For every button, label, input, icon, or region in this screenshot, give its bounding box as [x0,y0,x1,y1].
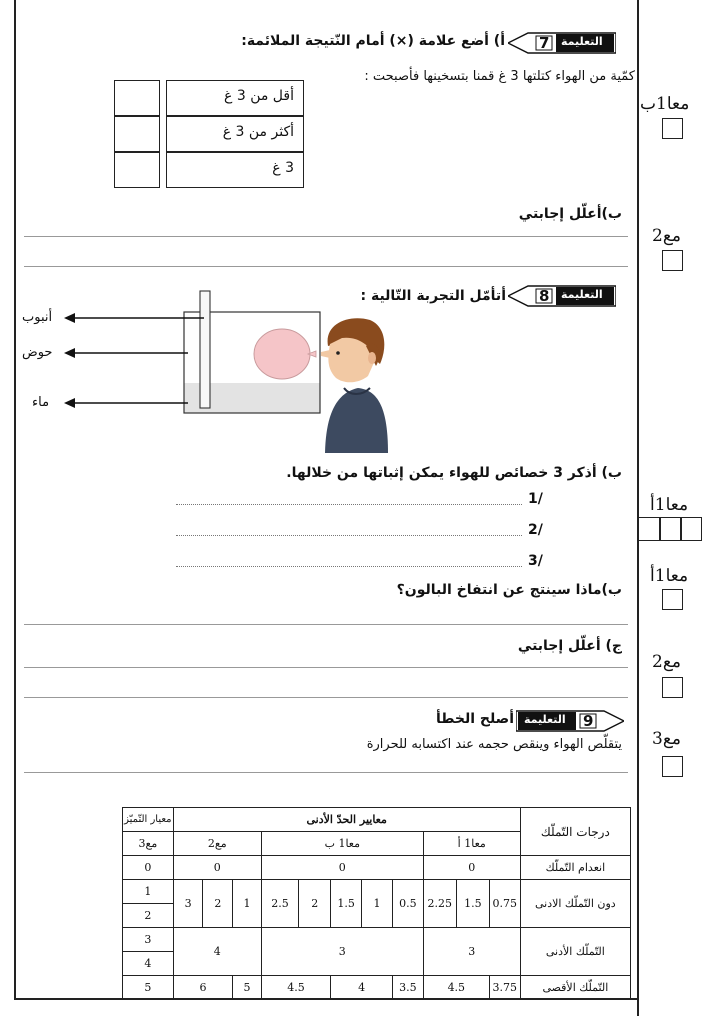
score-cell: 2 [203,880,233,928]
task-9-tag [516,710,624,732]
task-8-tag-word: التعليمة [561,288,603,301]
crit-c1b: معا1 ب [261,832,423,856]
excel-value: 4 [123,952,174,976]
task-8-question: أتأمّل التجربة التّالية : [360,288,506,304]
option-label-3: 3 غ [272,160,294,176]
score-cell: 4.5 [423,976,489,1000]
margin-divider [637,0,639,1016]
header-minimum-criteria: معايير الحدّ الأدنى [173,808,520,832]
item-3-line[interactable] [176,566,522,567]
task-7-tag-word: التعليمة [561,35,603,48]
task-7-tag [508,32,616,54]
header-excellence: معيار التّميّز [123,808,174,832]
balloon [254,329,310,379]
label-basin: حوض [22,345,53,360]
answer-line [24,697,628,698]
score-cell: 0.5 [392,880,423,928]
option-label-1: أقل من 3 غ [224,88,294,104]
margin-label-c2-a: مع2 [652,226,681,246]
item-1-label: 1/ [528,491,543,507]
crit-c3: مع3 [123,832,174,856]
arrow-water [64,397,188,409]
score-cell: 3 [261,928,423,976]
score-cell: 0.75 [489,880,520,928]
score-cell: 4 [173,928,261,976]
score-cell: 3 [423,928,520,976]
task-8-question-c: ج) أعلّل إجابتي [517,638,622,654]
task-8-question-b2: ب)ماذا سينتج عن انتفاخ البالون؟ [396,582,622,598]
task-9-tag-word: التعليمة [524,713,566,726]
excel-value: 3 [123,928,174,952]
arrow-tube [64,312,204,324]
task-9-statement: يتقلّص الهواء وينقص حجمه عند اكتسابه للحرارة [366,737,622,752]
task-8-tag [508,285,616,307]
score-checkbox-c3[interactable] [662,756,683,777]
score-checkbox-c1b[interactable] [662,118,683,139]
item-3-label: 3/ [528,553,543,569]
score-cell: 5 [233,976,262,1000]
task-8-number: 8 [539,287,550,305]
score-grid-divider [659,517,661,541]
arrow-basin [64,347,188,359]
score-cell: 1 [362,880,393,928]
task-8-question-b: ب) أذكر 3 خصائص للهواء يمكن إثباتها من خلالها. [286,465,622,481]
row-label: التّملّك الأدنى [520,928,630,976]
crit-c1a: معا1 أ [423,832,520,856]
score-cell: 4.5 [261,976,330,1000]
score-cell: 6 [173,976,233,1000]
item-2-label: 2/ [528,522,543,538]
answer-line [24,266,628,267]
option-label-2: أكثر من 3 غ [222,124,294,140]
score-grid-divider [680,517,682,541]
excel-value: 0 [123,856,174,880]
margin-label-c1a-a: معا1أ [650,495,689,515]
task-7-premise: كمّية من الهواء كتلتها 3 غ قمنا بتسخينها فأصبحت : [364,69,635,84]
option-checkbox-3[interactable] [114,152,160,188]
excel-value: 2 [123,904,174,928]
margin-label-c2-b: مع2 [652,652,681,672]
rubric-table [122,807,631,1000]
crit-c2: مع2 [173,832,261,856]
score-cell: 1.5 [331,880,362,928]
score-cell: 1 [233,880,262,928]
excel-value: 5 [123,976,174,1000]
score-cell: 4 [331,976,393,1000]
option-checkbox-2[interactable] [114,116,160,152]
answer-line [24,236,628,237]
item-2-line[interactable] [176,535,522,536]
score-cell: 0 [261,856,423,880]
score-cell: 2.25 [423,880,456,928]
boy-shirt [325,388,388,453]
score-cell: 0 [423,856,520,880]
answer-line [24,667,628,668]
score-cell: 2 [299,880,331,928]
task-7-justify: ب)أعلّل إجابتي [518,206,622,222]
task-9-number: 9 [583,712,594,730]
header-mastery: درجات التّملّك [520,808,630,856]
score-checkbox-c1a[interactable] [662,589,683,610]
task-7-question: أ) أضع علامة (×) أمام النّتيجة الملائمة: [241,33,505,49]
row-label: انعدام التّملّك [520,856,630,880]
score-grid-c1a[interactable] [638,517,702,541]
answer-line [24,624,628,625]
page-left-border [14,0,16,1000]
score-cell: 3.5 [392,976,423,1000]
score-checkbox-c2-b[interactable] [662,677,683,698]
label-tube: أنبوب [22,310,53,325]
score-checkbox-c2-a[interactable] [662,250,683,271]
margin-label-c1b: معا1ب [640,94,690,114]
option-checkbox-1[interactable] [114,80,160,116]
task-9-question: أصلح الخطأ [435,711,514,727]
score-cell: 2.5 [261,880,298,928]
score-cell: 3.75 [489,976,520,1000]
answer-line [24,772,628,773]
excel-value: 1 [123,880,174,904]
task-7-number: 7 [539,34,550,52]
score-cell: 3 [173,880,203,928]
experiment-illustration [180,288,395,454]
tube [200,291,210,408]
row-label: دون التّملّك الادنى [520,880,630,928]
item-1-line[interactable] [176,504,522,505]
margin-label-c1a-b: معا1أ [650,566,689,586]
margin-label-c3: مع3 [652,729,681,749]
score-cell: 1.5 [456,880,489,928]
label-water: ماء [32,395,50,410]
score-cell: 0 [173,856,261,880]
row-label: التّملّك الأقصى [520,976,630,1000]
